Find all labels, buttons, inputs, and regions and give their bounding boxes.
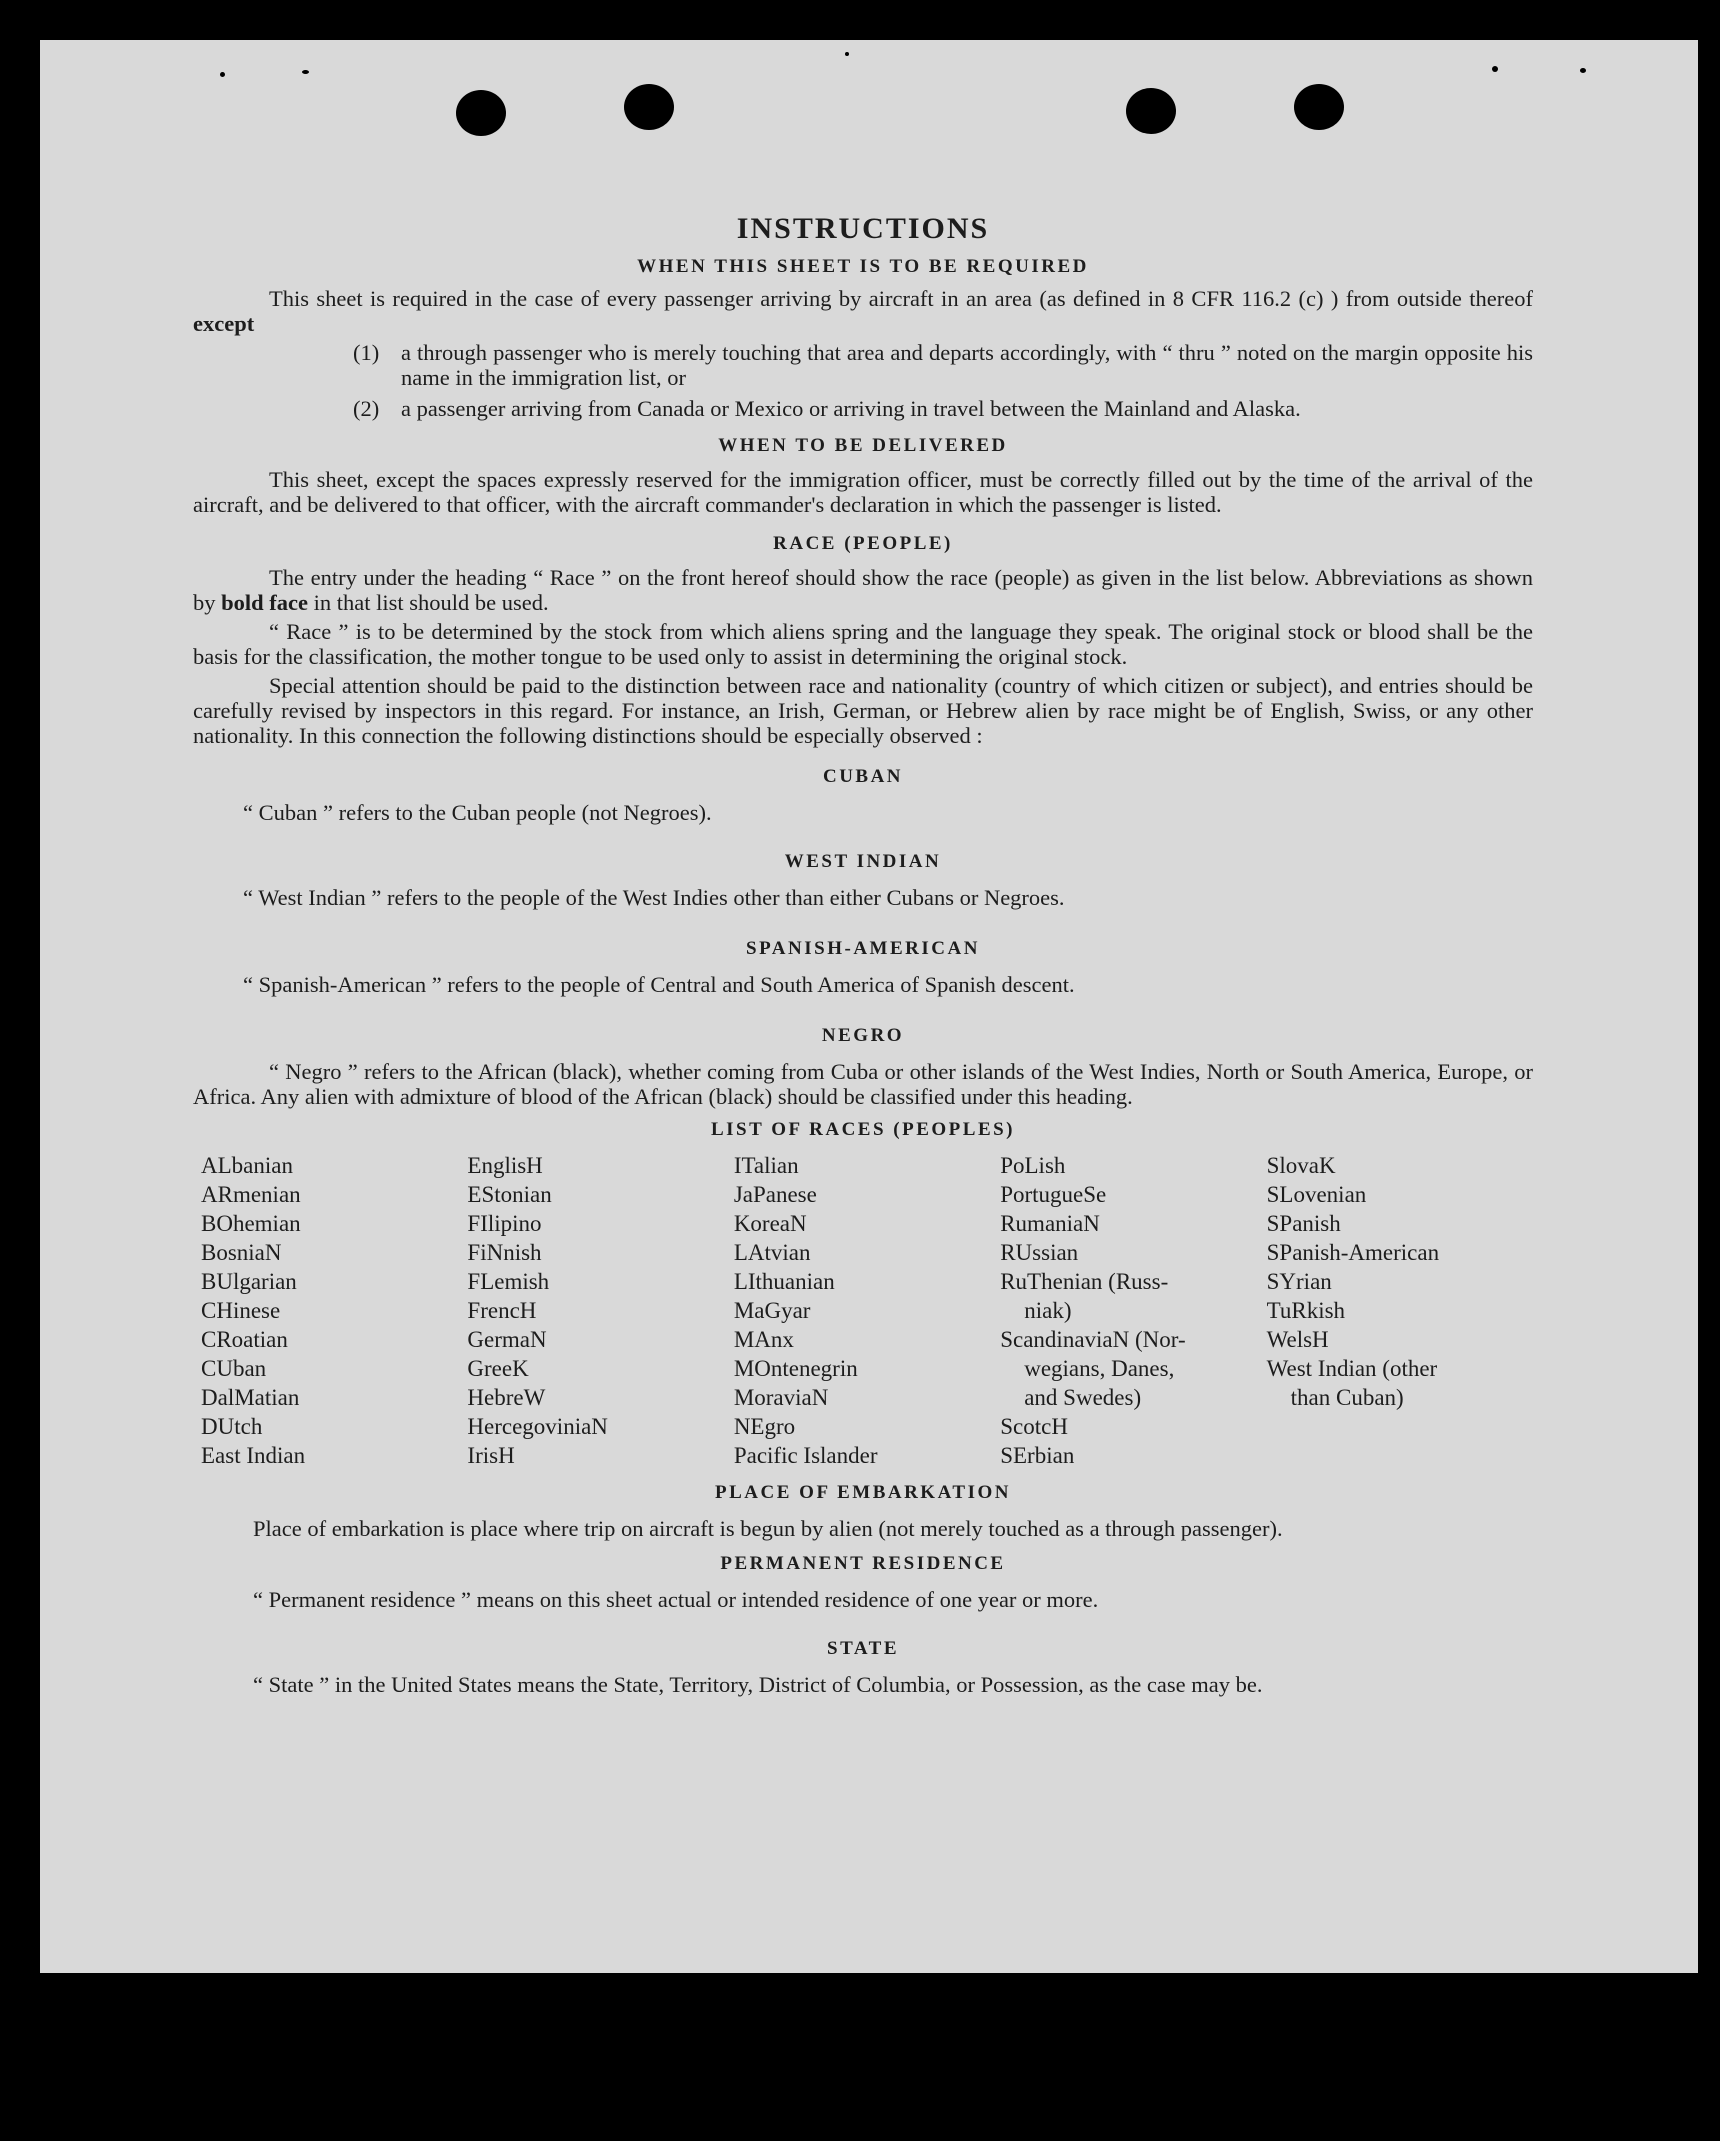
heading-spanish-american: SPANISH-AMERICAN (746, 938, 980, 959)
item-text: a passenger arriving from Canada or Mexico or arriving in travel between the Mainland and Alaska. (401, 396, 1301, 421)
race-entry: SLovenian (1266, 1182, 1367, 1207)
race-entry: ScandinaviaN (Nor- (1000, 1327, 1186, 1352)
race-entry: EnglisH (467, 1153, 543, 1178)
cuban-text: “ Cuban ” refers to the Cuban people (not Negroes). (243, 800, 712, 825)
page-title: INSTRUCTIONS (736, 212, 990, 245)
race-entry: DalMatian (201, 1385, 300, 1410)
dust-speck (1492, 66, 1498, 72)
dust-speck (845, 52, 849, 56)
race-entry-continuation: wegians, Danes, (1024, 1356, 1175, 1381)
dust-speck (1290, 2014, 1295, 2019)
race-entry: SlovaK (1266, 1153, 1336, 1178)
negro-text: “ Negro ” refers to the African (black), whether coming from Cuba or other islands of the West Indies, North or South America, Europe, or Africa. Any alien with admixture of blood of the African (black) should be classified under this heading. (193, 1059, 1533, 1109)
race-entry: SPanish (1266, 1211, 1341, 1236)
instructions-content (193, 212, 1533, 1697)
race-entry: MAnx (733, 1327, 794, 1352)
race-entry: ScotcH (1000, 1414, 1068, 1439)
race-entry: CRoatian (201, 1327, 288, 1352)
race-entry: FiNnish (467, 1240, 542, 1265)
heading-residence: PERMANENT RESIDENCE (720, 1553, 1006, 1574)
item-number: (2) (353, 396, 380, 421)
residence-text: “ Permanent residence ” means on this sheet actual or intended residence of one year or more. (253, 1587, 1099, 1612)
race-entry: SPanish-American (1266, 1240, 1440, 1265)
race-entry: CUban (201, 1356, 267, 1381)
race-entry-continuation: than Cuban) (1290, 1385, 1404, 1410)
races-column (467, 1151, 733, 1470)
race-entry-continuation: and Swedes) (1024, 1385, 1142, 1410)
race-entry: HercegoviniaN (467, 1414, 608, 1439)
race-entry: ARmenian (201, 1182, 301, 1207)
race-paragraph-2: “ Race ” is to be determined by the stock from which aliens spring and the language they speak. The original stock or blood shall be the basis for the classification, the mother tongue to be used only to assist in determining the original stock. (193, 619, 1533, 669)
punch-hole (624, 84, 674, 130)
required-item (193, 396, 1533, 421)
west-indian-text: “ West Indian ” refers to the people of the West Indies other than either Cubans or Negroes. (243, 885, 1065, 910)
race-p1-bold: bold face (221, 590, 308, 615)
race-entry: BOhemian (201, 1211, 301, 1236)
race-p1-text-b: in that list should be used. (313, 590, 549, 615)
race-entry: HebreW (467, 1385, 546, 1410)
race-paragraph-1 (193, 565, 1533, 615)
race-entry: Pacific Islander (733, 1443, 878, 1468)
race-entry: NEgro (733, 1414, 796, 1439)
dust-speck (20, 1700, 24, 1704)
dust-speck (1580, 68, 1586, 73)
embarkation-text: Place of embarkation is place where trip on aircraft is begun by alien (not merely touched as a through passenger). (253, 1516, 1283, 1541)
race-entry: West Indian (other (1266, 1356, 1438, 1381)
races-column (1000, 1151, 1266, 1470)
item-text: a through passenger who is merely touching that area and departs accordingly, with “ thru ” noted on the margin opposite his name in the immigration list, or (401, 340, 1533, 390)
race-entry: EStonian (467, 1182, 552, 1207)
heading-race: RACE (PEOPLE) (773, 533, 953, 554)
dust-speck (302, 70, 309, 74)
race-entry: PoLish (1000, 1153, 1066, 1178)
race-entry: LAtvian (733, 1240, 811, 1265)
race-entry: RumaniaN (1000, 1211, 1100, 1236)
race-entry-continuation: niak) (1024, 1298, 1072, 1323)
race-p1-text-a: The entry under the heading “ Race ” on the front hereof should show the race (people) as given in the list below. Abbreviations as shown by (193, 565, 1533, 615)
race-entry: LIthuanian (733, 1269, 835, 1294)
required-intro-text: This sheet is required in the case of every passenger arriving by aircraft in an area (as defined in 8 CFR 116.2 (c) ) from outside thereof (269, 286, 1533, 311)
race-entry: IrisH (467, 1443, 515, 1468)
race-entry: MaGyar (733, 1298, 811, 1323)
heading-delivered: WHEN TO BE DELIVERED (718, 435, 1008, 456)
heading-cuban: CUBAN (822, 766, 904, 787)
race-entry: TuRkish (1266, 1298, 1346, 1323)
required-intro-bold: except (193, 311, 255, 336)
heading-negro: NEGRO (821, 1025, 905, 1046)
race-entry: FIlipino (467, 1211, 542, 1236)
race-entry: FrencH (467, 1298, 537, 1323)
race-entry: KoreaN (733, 1211, 807, 1236)
race-entry: JaPanese (733, 1182, 817, 1207)
state-text: “ State ” in the United States means the State, Territory, District of Columbia, or Possession, as the case may be. (253, 1672, 1263, 1697)
race-entry: MOntenegrin (733, 1356, 858, 1381)
race-entry: ITalian (733, 1153, 799, 1178)
races-column (734, 1151, 1000, 1470)
item-number: (1) (353, 340, 380, 365)
race-entry: PortugueSe (1000, 1182, 1107, 1207)
race-entry: SYrian (1266, 1269, 1332, 1294)
race-entry: WelsH (1266, 1327, 1329, 1352)
punch-hole (1126, 88, 1176, 134)
races-column (201, 1151, 467, 1470)
required-item (193, 340, 1533, 390)
race-entry: RUssian (1000, 1240, 1079, 1265)
races-column (1267, 1151, 1533, 1470)
race-entry: East Indian (201, 1443, 306, 1468)
dust-speck (220, 72, 225, 77)
race-paragraph-3: Special attention should be paid to the distinction between race and nationality (country of which citizen or subject), and entries should be carefully revised by inspectors in this regard. For instance, an Irish, German, or Hebrew alien by race might be of English, Swiss, or any other nationality. In this connection the following distinctions should be especially observed : (193, 673, 1533, 748)
race-entry: SErbian (1000, 1443, 1075, 1468)
heading-embarkation: PLACE OF EMBARKATION (715, 1482, 1011, 1503)
race-entry: ALbanian (201, 1153, 293, 1178)
heading-state: STATE (827, 1638, 899, 1659)
heading-west-indian: WEST INDIAN (784, 851, 942, 872)
race-entry: BosniaN (201, 1240, 282, 1265)
race-entry: GreeK (467, 1356, 529, 1381)
race-entry: DUtch (201, 1414, 263, 1439)
required-intro (193, 286, 1533, 336)
race-entry: FLemish (467, 1269, 550, 1294)
heading-required: WHEN THIS SHEET IS TO BE REQUIRED (637, 256, 1089, 277)
document-page (40, 40, 1698, 1973)
race-entry: GermaN (467, 1327, 547, 1352)
race-entry: BUlgarian (201, 1269, 297, 1294)
race-entry: RuThenian (Russ- (1000, 1269, 1169, 1294)
heading-list-of-races: LIST OF RACES (PEOPLES) (710, 1119, 1016, 1140)
spanish-american-text: “ Spanish-American ” refers to the people of Central and South America of Spanish descent. (243, 972, 1075, 997)
races-list (201, 1151, 1533, 1470)
delivered-text: This sheet, except the spaces expressly reserved for the immigration officer, must be correctly filled out by the time of the arrival of the aircraft, and be delivered to that officer, with the aircraft commander's declaration in which the passenger is listed. (193, 467, 1533, 517)
punch-hole (1294, 84, 1344, 130)
race-entry: MoraviaN (733, 1385, 829, 1410)
race-entry: CHinese (201, 1298, 281, 1323)
punch-hole (456, 90, 506, 136)
